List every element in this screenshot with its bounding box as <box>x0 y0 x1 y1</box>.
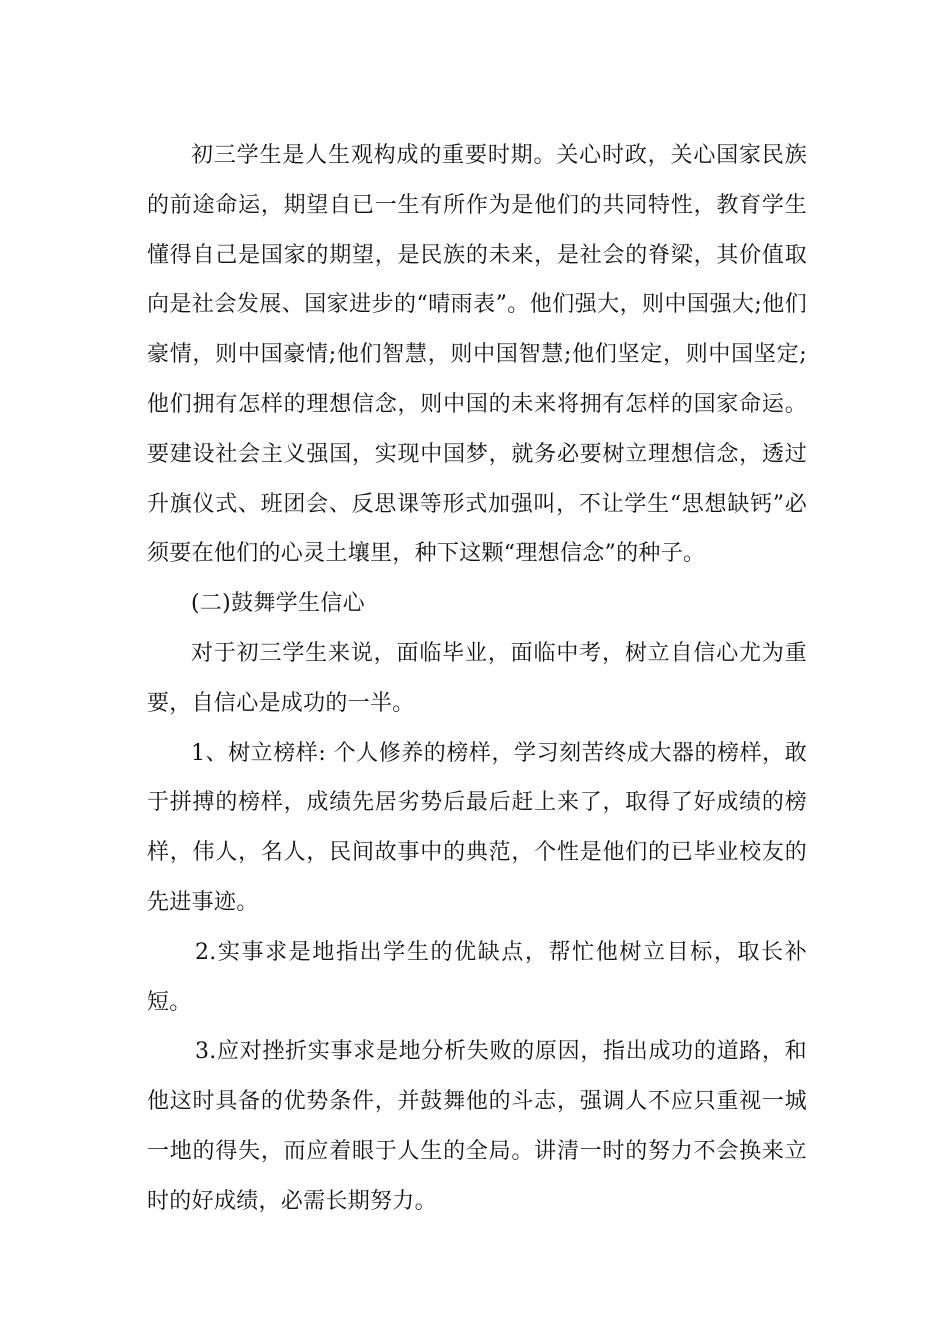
section-heading-encourage-confidence: (二)鼓舞学生信心 <box>191 591 365 617</box>
list-item-facing-setbacks: 3.应对挫折实事求是地分析失败的原因，指出成功的道路，和他这时具备的优势条件，并鼓舞他的斗志，强调人不应只重视一城一地的得失，而应着眼于人生的全局。讲清一时的努力不会换来立时的好成绩，必需长期努力。 <box>147 1039 807 1214</box>
list-item-role-models: 1、树立榜样: 个人修养的榜样，学习刻苦终成大器的榜样，敢于拼搏的榜样，成绩先居劣势后最后赶上来了，取得了好成绩的榜样，伟人，名人，民间故事中的典范，个性是他们的已毕业校友的先进事迹。 <box>147 740 807 915</box>
list-item-strengths-weaknesses: 2.实事求是地指出学生的优缺点，帮忙他树立目标，取长补短。 <box>147 939 807 1015</box>
paragraph-confidence-intro: 对于初三学生来说，面临毕业，面临中考，树立自信心尤为重要，自信心是成功的一半。 <box>147 640 807 716</box>
paragraph-value-education: 初三学生是人生观构成的重要时期。关心时政，关心国家民族的前途命运，期望自已一生有所作为是他们的共同特性，教育学生懂得自己是国家的期望，是民族的未来，是社会的脊梁，其价值取向是社会发展、国家进步的“晴雨表”。他们强大，则中国强大;他们豪情，则中国豪情;他们智慧，则中国智慧;他们坚定，则中国坚定;他们拥有怎样的理想信念，则中国的未来将拥有怎样的国家命运。要建设社会主义强国，实现中国梦，就务必要树立理想信念，透过升旗仪式、班团会、反思课等形式加强叫，不让学生“思想缺钙”必须要在他们的心灵土壤里，种下这颗“理想信念”的种子。 <box>147 143 807 567</box>
document-body <box>147 131 807 1227</box>
